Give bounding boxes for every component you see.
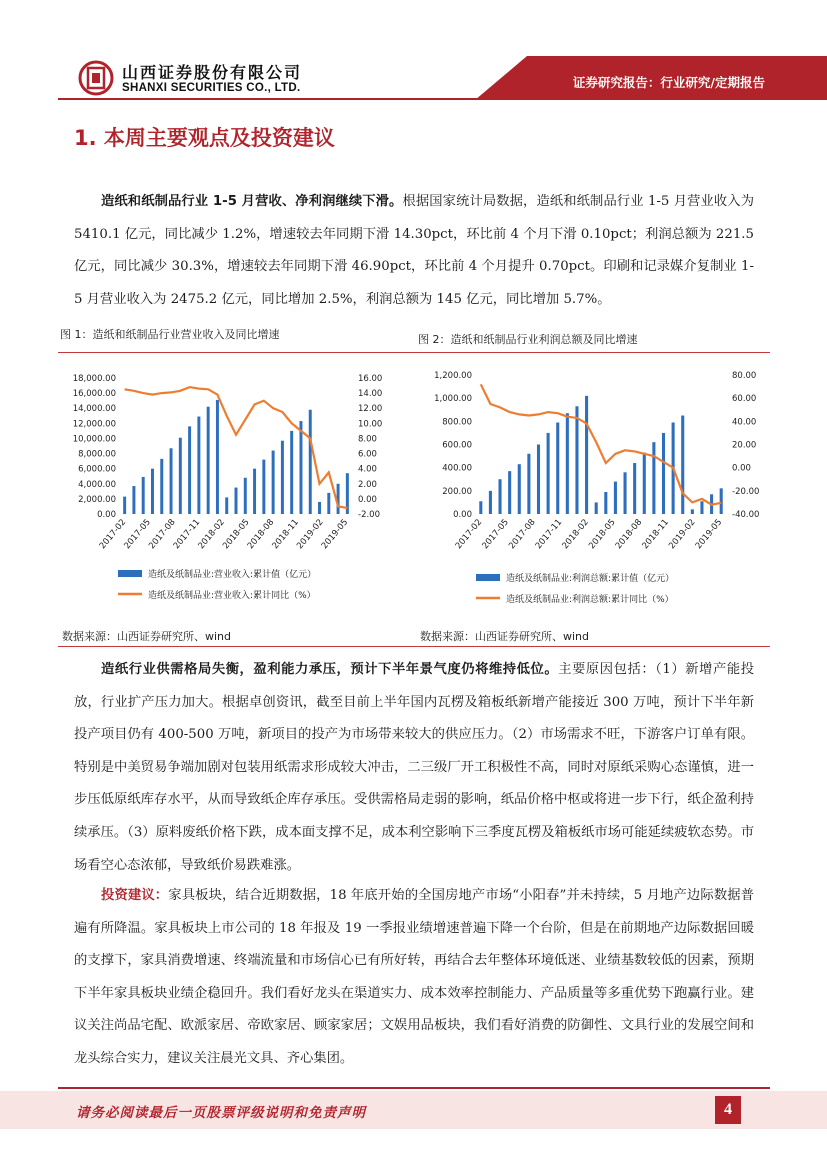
bar: [309, 410, 312, 514]
x-tick-label: 2019-02: [295, 517, 326, 552]
x-tick-label: 2017-02: [453, 517, 485, 552]
profit-chart: [418, 362, 770, 617]
y-left-tick-label: 10,000.00: [72, 434, 116, 445]
y-right-tick-label: 14.00: [358, 389, 383, 400]
bar: [262, 460, 265, 514]
bar: [160, 459, 163, 514]
y-left-tick-label: 600.00: [442, 440, 472, 451]
bar: [537, 445, 540, 515]
y-right-tick-label: 10.00: [358, 419, 383, 430]
bar: [633, 463, 636, 514]
y-left-tick-label: 0.00: [453, 510, 472, 520]
x-tick-label: 2019-02: [667, 517, 698, 552]
figure-1-caption: 图 1：造纸和纸制品行业营业收入及同比增速: [60, 328, 280, 341]
bar: [662, 433, 665, 514]
bar: [299, 421, 302, 514]
legend-label-bar: 造纸及纸制品业:利润总额:累计值（亿元）: [506, 574, 675, 584]
bar: [151, 469, 154, 514]
y-right-tick-label: 12.00: [358, 404, 383, 415]
y-left-tick-label: 400.00: [442, 463, 472, 474]
bar: [290, 431, 293, 514]
bar: [614, 482, 617, 514]
paragraph-lead: 造纸和纸制品行业 1-5 月营收、净利润继续下滑。: [101, 194, 403, 209]
company-logo: [78, 60, 114, 96]
bar: [691, 509, 694, 514]
y-left-tick-label: 8,000.00: [78, 449, 116, 460]
bar: [207, 407, 210, 514]
y-right-tick-label: -40.00: [732, 510, 760, 520]
x-tick-label: 2018-05: [221, 517, 252, 552]
bar: [489, 491, 492, 514]
paragraph-industry-revenue: [74, 186, 754, 316]
figure-2-source: 数据来源：山西证券研究所、wind: [420, 630, 590, 643]
bar: [216, 400, 219, 514]
bar: [643, 453, 646, 514]
x-tick-label: 2019-05: [693, 517, 725, 552]
bar: [188, 426, 191, 514]
x-tick-label: 2018-02: [560, 517, 591, 552]
x-tick-label: 2017-11: [533, 517, 565, 552]
bar: [235, 488, 238, 514]
y-right-tick-label: 4.00: [358, 464, 377, 475]
bar: [700, 501, 703, 514]
revenue-chart: [60, 362, 400, 617]
bar: [327, 493, 330, 514]
bar: [281, 441, 284, 514]
paragraph-lead: 造纸行业供需格局失衡，盈利能力承压，预计下半年景气度仍将维持低位。: [101, 662, 559, 677]
bar: [585, 396, 588, 514]
bar: [604, 492, 607, 514]
y-right-tick-label: 16.00: [358, 374, 383, 384]
legend-label-bar: 造纸及纸制品业:营业收入:累计值（亿元）: [148, 570, 317, 580]
page-number: 4: [715, 1096, 741, 1124]
paragraph-lead: 投资建议：: [101, 888, 169, 903]
bar: [479, 501, 482, 514]
footer-disclaimer: 请务必阅读最后一页股票评级说明和免责声明: [76, 1105, 366, 1121]
bar: [624, 472, 627, 514]
y-left-tick-label: 0.00: [97, 510, 116, 520]
bar: [681, 416, 684, 514]
y-right-tick-label: 6.00: [358, 449, 377, 460]
bar: [123, 497, 126, 514]
bar: [566, 413, 569, 514]
y-right-tick-label: -20.00: [732, 486, 760, 497]
bar: [132, 486, 135, 514]
y-left-tick-label: 1,000.00: [434, 394, 472, 405]
series-line: [481, 384, 721, 504]
legend-swatch-bar: [118, 570, 142, 577]
bar: [170, 448, 173, 514]
y-right-tick-label: -2.00: [358, 510, 380, 520]
bar: [508, 471, 511, 514]
bar: [575, 406, 578, 514]
y-left-tick-label: 2,000.00: [78, 494, 116, 505]
bar: [595, 502, 598, 514]
x-tick-label: 2017-05: [480, 517, 511, 552]
bar: [720, 488, 723, 514]
y-right-tick-label: 60.00: [732, 394, 757, 405]
y-left-tick-label: 4,000.00: [78, 479, 116, 490]
y-left-tick-label: 1,200.00: [434, 371, 472, 381]
bar: [547, 433, 550, 514]
bar: [253, 469, 256, 514]
bar: [272, 451, 275, 514]
bar: [318, 502, 321, 514]
paragraph-body: 主要原因包括：（1）新增产能投放，行业扩产压力加大。根据卓创资讯，截至目前上半年国内瓦楞及箱板纸新增产能接近 300 万吨，预计下半年新投产项目仍有 400-500 万吨，新项目的投产为市场带来较大的供应压力。（2）市场需求不旺，下游客户订单有限。特别是中美贸易争端加剧对包装用纸需求形成较大冲击，二三级厂开工积极性不高，同时对原纸采购心态谨慎，进一步压低原纸库存水平，从而导致纸企库存承压。受供需格局走弱的影响，纸品价格中枢或将进一步下行，纸企盈利持续承压。（3）原料废纸价格下跌，成本面支撑不足，成本利空影响下三季度瓦楞及箱板纸市场可能延续疲软态势。市场看空心态浓郁，导致纸价易跌难涨。: [74, 662, 754, 873]
x-tick-label: 2018-08: [613, 517, 645, 552]
x-tick-label: 2017-05: [122, 517, 153, 552]
legend-label-line: 造纸及纸制品业:利润总额:累计同比（%）: [506, 595, 674, 605]
y-right-tick-label: 0.00: [358, 494, 377, 505]
y-left-tick-label: 16,000.00: [72, 389, 116, 400]
y-left-tick-label: 200.00: [442, 486, 472, 497]
y-left-tick-label: 18,000.00: [72, 374, 116, 384]
chart-top-divider: [58, 352, 770, 353]
y-left-tick-label: 800.00: [442, 417, 472, 428]
bar: [244, 478, 247, 514]
bar: [499, 479, 502, 514]
x-tick-label: 2018-08: [245, 517, 277, 552]
bar: [527, 454, 530, 514]
x-tick-label: 2017-02: [97, 517, 129, 552]
paragraph-body: 根据国家统计局数据，造纸和纸制品行业 1-5 月营业收入为 5410.1 亿元，同比减少 1.2%，增速较去年同期下滑 14.30pct，环比前 4 个月下滑 0.10pct；利润总额为 221.5 亿元，同比减少 30.3%，增速较去年同期下滑 46.90pct，环比前 4 个月提升 0.70pct。印刷和记录媒介复制业 1-5 月营业收入为 2475.2 亿元，同比增加 2.5%，利润总额为 145 亿元，同比增加 5.7%。: [74, 194, 755, 307]
legend-label-line: 造纸及纸制品业:营业收入:累计同比（%）: [148, 591, 316, 601]
x-tick-label: 2018-11: [640, 517, 671, 552]
y-right-tick-label: 0.00: [732, 463, 751, 474]
y-right-tick-label: 40.00: [732, 417, 757, 428]
figure-2-caption: 图 2：造纸和纸制品行业利润总额及同比增速: [418, 333, 638, 346]
paragraph-body: 家具板块，结合近期数据，18 年底开始的全国房地产市场“小阳春”并未持续，5 月地产边际数据普遍有所降温。家具板块上市公司的 18 年报及 19 一季报业绩增速普遍下降一个台阶，但是在前期地产边际数据回暖的支撑下，家具消费增速、终端流量和市场信心已有所好转，再结合去年整体环境低迷、业绩基数较低的因素，预期下半年家具板块业绩企稳回升。我们看好龙头在渠道实力、成本效率控制能力、产品质量等多重优势下跑赢行业。建议关注尚品宅配、欧派家居、帝欧家居、顾家家居；文娱用品板块，我们看好消费的防御性、文具行业的发展空间和龙头综合实力，建议关注晨光文具、齐心集团。: [74, 888, 755, 1066]
chart-bottom-divider: [58, 646, 770, 647]
section-title: 1. 本周主要观点及投资建议: [74, 126, 335, 150]
bar: [518, 464, 521, 514]
y-right-tick-label: 2.00: [358, 479, 377, 490]
y-right-tick-label: 20.00: [732, 440, 757, 451]
x-tick-label: 2018-05: [587, 517, 618, 552]
y-left-tick-label: 6,000.00: [78, 464, 116, 475]
bar: [652, 442, 655, 514]
y-left-tick-label: 14,000.00: [72, 404, 116, 415]
bar: [225, 497, 228, 514]
y-left-tick-label: 12,000.00: [72, 419, 116, 430]
paragraph-supply-demand: [74, 654, 754, 882]
x-tick-label: 2017-08: [147, 517, 178, 552]
x-tick-label: 2017-08: [507, 517, 538, 552]
figure-1-source: 数据来源：山西证券研究所、wind: [62, 630, 232, 643]
y-right-tick-label: 8.00: [358, 434, 377, 445]
legend-swatch-bar: [476, 574, 500, 581]
company-name-en: SHANXI SECURITIES CO., LTD.: [122, 82, 301, 94]
x-tick-label: 2018-11: [270, 517, 301, 552]
footer-divider: [58, 1087, 770, 1089]
x-tick-label: 2019-05: [319, 517, 351, 552]
company-name-cn: 山西证券股份有限公司: [122, 63, 303, 82]
x-tick-label: 2017-11: [171, 517, 203, 552]
x-tick-label: 2018-02: [196, 517, 227, 552]
paragraph-investment-advice: [74, 880, 754, 1076]
bar: [179, 438, 182, 514]
y-right-tick-label: 80.00: [732, 371, 757, 381]
bar: [142, 477, 145, 514]
bar: [197, 417, 200, 514]
report-type: 证券研究报告：行业研究/定期报告: [572, 75, 765, 90]
bar: [556, 422, 559, 514]
